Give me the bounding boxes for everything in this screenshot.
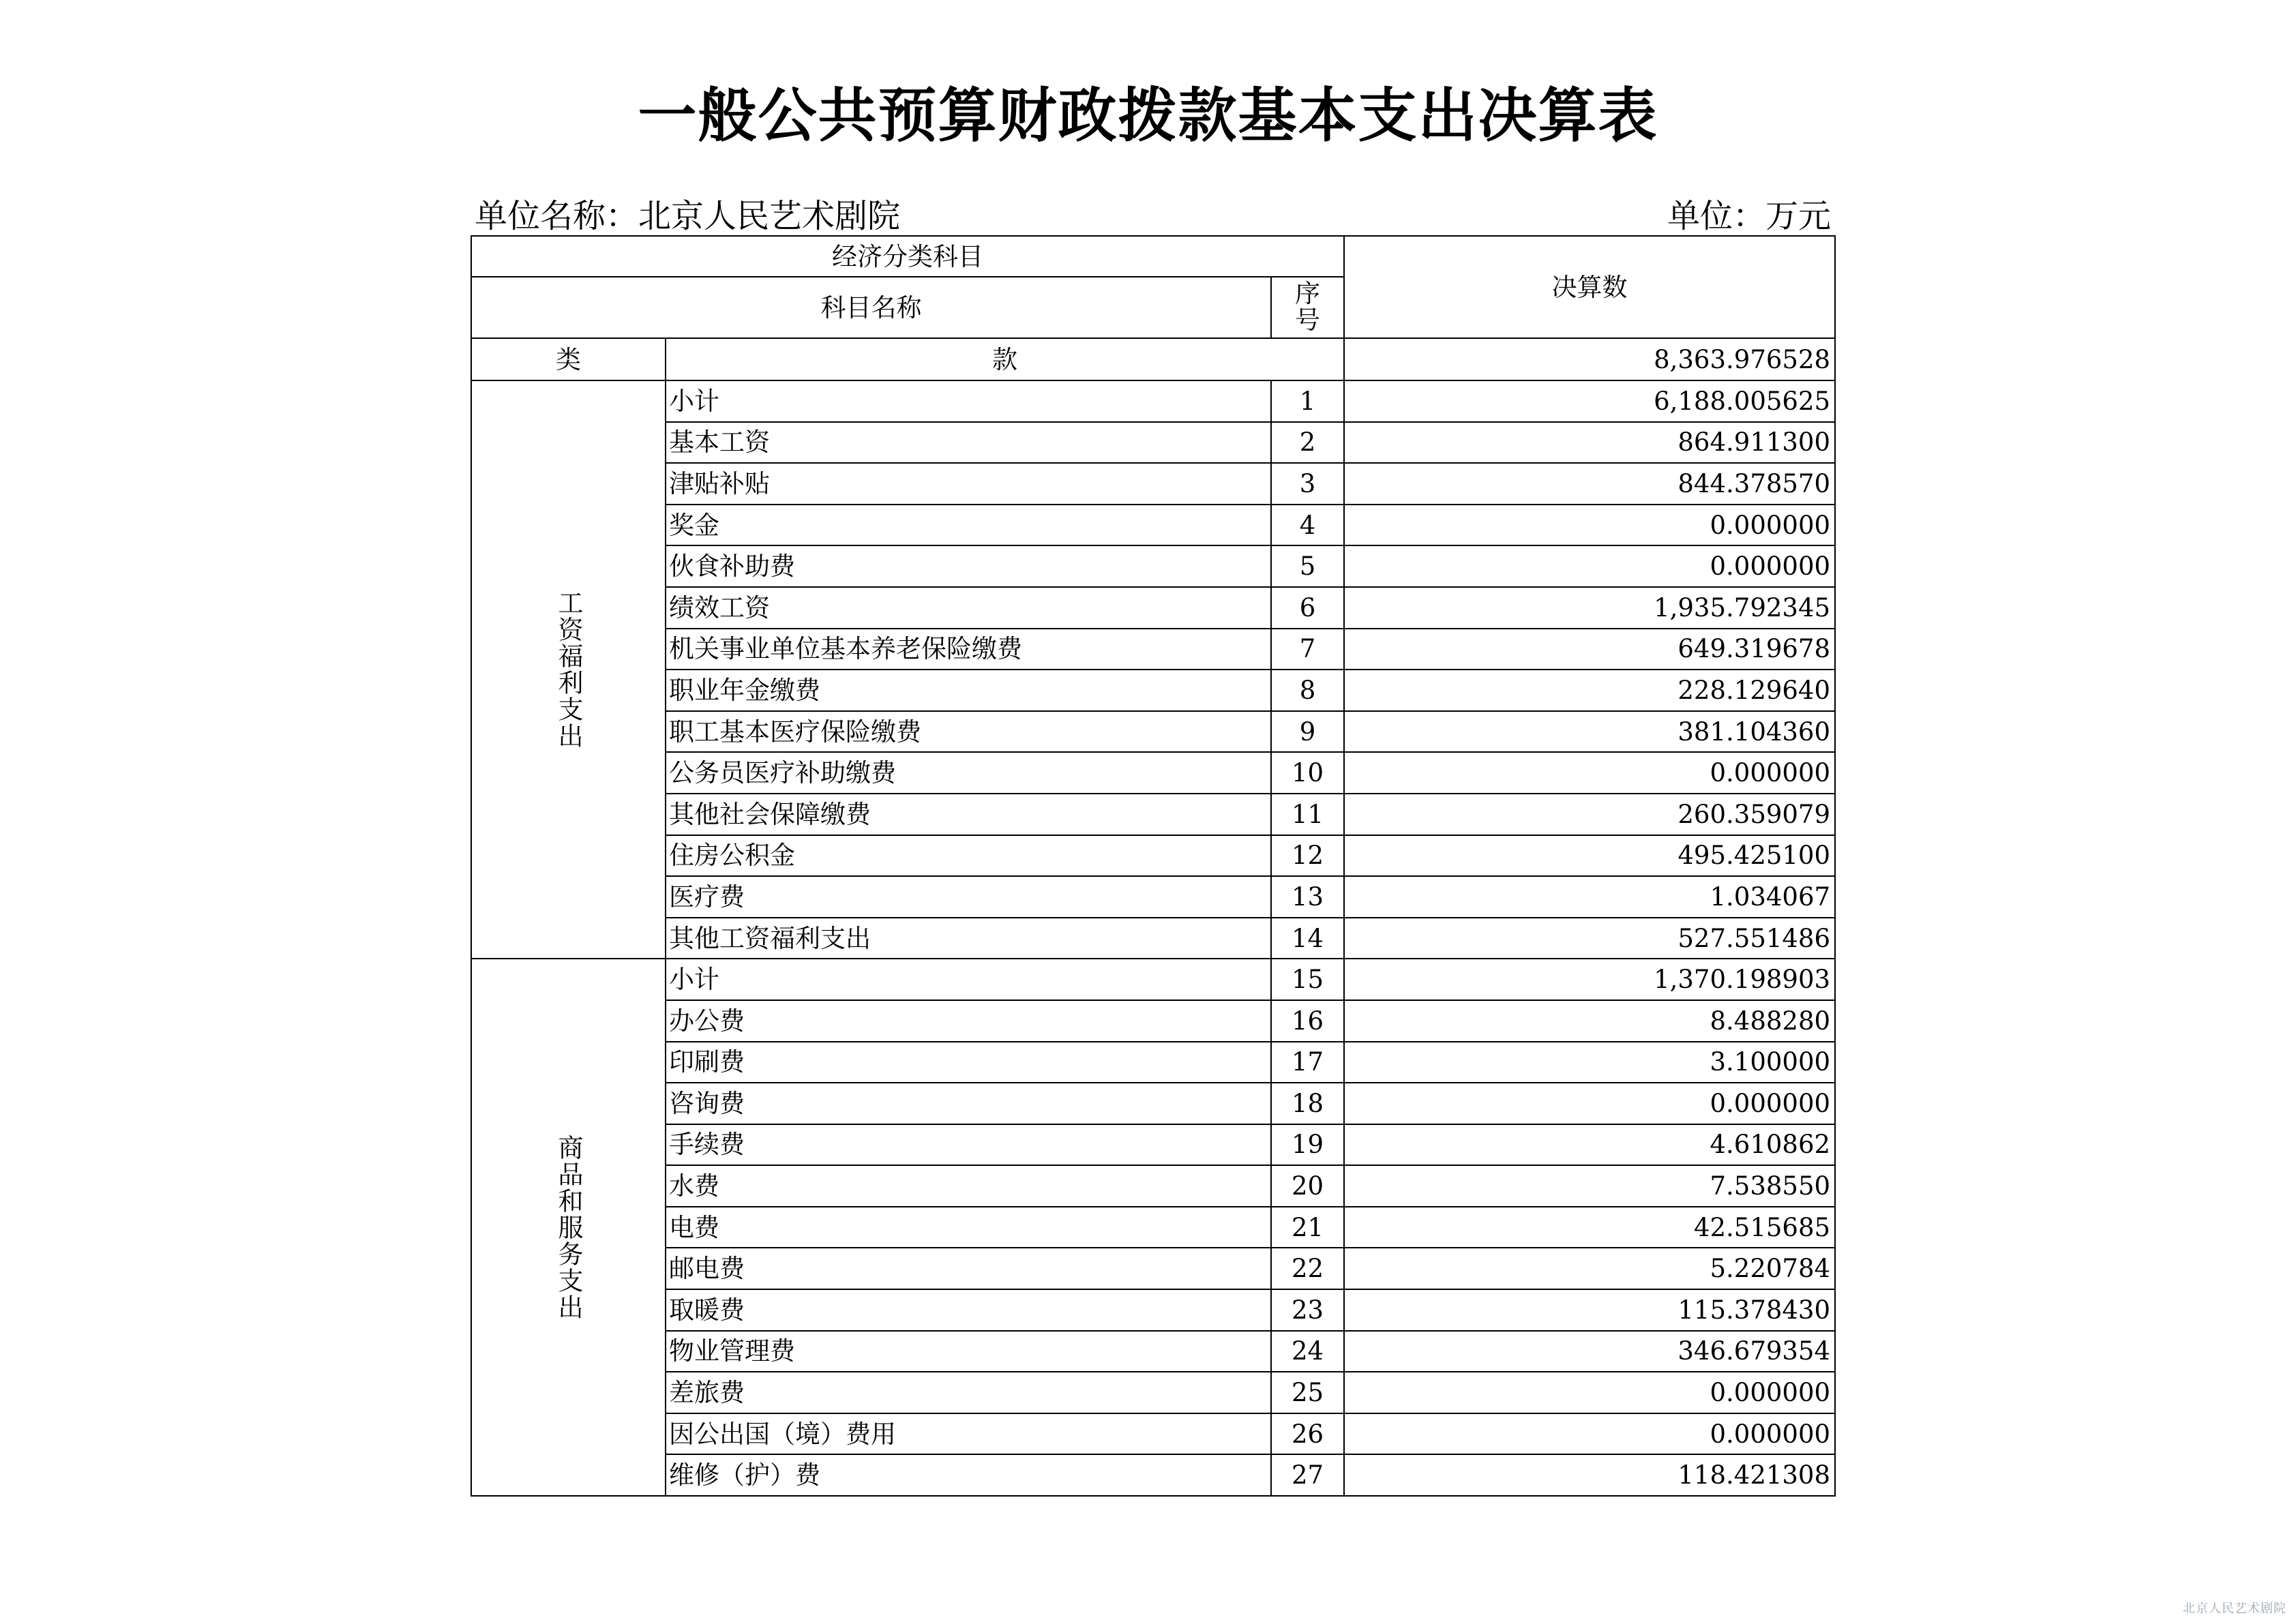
amount-cell: 0.000000	[1344, 545, 1835, 587]
seq-cell: 18	[1271, 1083, 1344, 1124]
subject-name-cell: 绩效工资	[666, 587, 1271, 629]
seq-header	[1271, 277, 1344, 338]
table-row	[471, 463, 1835, 505]
seq-cell: 17	[1271, 1042, 1344, 1083]
table-row	[471, 1413, 1835, 1455]
amount-cell: 260.359079	[1344, 794, 1835, 835]
table-row	[471, 1165, 1835, 1207]
table-row	[471, 1207, 1835, 1248]
subject-name-cell: 小计	[666, 380, 1271, 422]
subject-name-cell: 邮电费	[666, 1248, 1271, 1289]
seq-cell: 8	[1271, 670, 1344, 711]
amount-header: 决算数	[1344, 236, 1835, 338]
seq-cell: 7	[1271, 629, 1344, 670]
table-row	[471, 835, 1835, 877]
subject-name-cell: 其他社会保障缴费	[666, 794, 1271, 835]
subject-name-cell: 小计	[666, 959, 1271, 1000]
seq-cell: 13	[1271, 876, 1344, 918]
amount-cell: 3.100000	[1344, 1042, 1835, 1083]
budget-table-body	[471, 236, 1835, 1496]
seq-cell: 12	[1271, 835, 1344, 877]
seq-cell: 20	[1271, 1165, 1344, 1207]
seq-cell: 25	[1271, 1372, 1344, 1413]
seq-cell: 21	[1271, 1207, 1344, 1248]
amount-cell: 346.679354	[1344, 1331, 1835, 1372]
subject-name-cell: 差旅费	[666, 1372, 1271, 1413]
seq-cell: 22	[1271, 1248, 1344, 1289]
seq-cell: 9	[1271, 711, 1344, 753]
watermark-text: 北京人民艺术剧院	[2183, 1602, 2286, 1616]
table-row	[471, 1248, 1835, 1289]
header-row-1	[471, 236, 1835, 277]
seq-cell: 15	[1271, 959, 1344, 1000]
category-cell: 工资福利支出	[471, 380, 666, 959]
subject-name-cell: 水费	[666, 1165, 1271, 1207]
amount-cell: 0.000000	[1344, 1083, 1835, 1124]
seq-cell: 6	[1271, 587, 1344, 629]
subject-name-cell: 基本工资	[666, 422, 1271, 464]
amount-cell: 0.000000	[1344, 1372, 1835, 1413]
seq-cell: 10	[1271, 752, 1344, 794]
amount-cell: 115.378430	[1344, 1289, 1835, 1331]
subject-name-cell: 住房公积金	[666, 835, 1271, 877]
subject-name-cell: 电费	[666, 1207, 1271, 1248]
amount-cell: 495.425100	[1344, 835, 1835, 877]
seq-cell: 27	[1271, 1454, 1344, 1496]
table-row	[471, 1000, 1835, 1042]
amount-cell: 0.000000	[1344, 1413, 1835, 1455]
subject-name-cell: 职工基本医疗保险缴费	[666, 711, 1271, 753]
econ-class-header: 经济分类科目	[471, 236, 1344, 277]
subject-name-header: 科目名称	[471, 277, 1271, 338]
subject-name-cell: 因公出国（境）费用	[666, 1413, 1271, 1455]
seq-cell: 19	[1271, 1124, 1344, 1166]
subject-name-cell: 伙食补助费	[666, 545, 1271, 587]
amount-cell: 228.129640	[1344, 670, 1835, 711]
table-row	[471, 794, 1835, 835]
amount-cell: 8.488280	[1344, 1000, 1835, 1042]
table-row	[471, 422, 1835, 464]
amount-cell: 649.319678	[1344, 629, 1835, 670]
seq-cell: 3	[1271, 463, 1344, 505]
table-row	[471, 959, 1835, 1000]
subject-name-cell: 咨询费	[666, 1083, 1271, 1124]
table-row	[471, 380, 1835, 422]
table-row	[471, 1331, 1835, 1372]
page-title: 一般公共预算财政拨款基本支出决算表	[638, 82, 1658, 150]
table-row	[471, 918, 1835, 959]
category-cell: 商品和服务支出	[471, 959, 666, 1496]
amount-cell: 0.000000	[1344, 752, 1835, 794]
seq-cell: 16	[1271, 1000, 1344, 1042]
amount-cell: 527.551486	[1344, 918, 1835, 959]
table-row	[471, 587, 1835, 629]
amount-cell: 381.104360	[1344, 711, 1835, 753]
table-row	[471, 1042, 1835, 1083]
unit-label: 单位：万元	[1667, 197, 1831, 235]
amount-cell: 5.220784	[1344, 1248, 1835, 1289]
table-row	[471, 1124, 1835, 1166]
subject-name-cell: 手续费	[666, 1124, 1271, 1166]
table-row	[471, 1454, 1835, 1496]
subject-name-cell: 奖金	[666, 505, 1271, 546]
subject-name-cell: 取暖费	[666, 1289, 1271, 1331]
seq-cell: 11	[1271, 794, 1344, 835]
seq-cell: 23	[1271, 1289, 1344, 1331]
subject-name-cell: 医疗费	[666, 876, 1271, 918]
subject-name-cell: 印刷费	[666, 1042, 1271, 1083]
seq-cell: 24	[1271, 1331, 1344, 1372]
subject-name-cell: 机关事业单位基本养老保险缴费	[666, 629, 1271, 670]
total-value: 8,363.976528	[1344, 338, 1835, 380]
subject-name-cell: 津贴补贴	[666, 463, 1271, 505]
amount-cell: 864.911300	[1344, 422, 1835, 464]
table-row	[471, 876, 1835, 918]
table-row	[471, 670, 1835, 711]
amount-cell: 1.034067	[1344, 876, 1835, 918]
seq-cell: 4	[1271, 505, 1344, 546]
table-row	[471, 711, 1835, 753]
subject-name-cell: 其他工资福利支出	[666, 918, 1271, 959]
amount-cell: 844.378570	[1344, 463, 1835, 505]
subject-name-cell: 办公费	[666, 1000, 1271, 1042]
amount-cell: 118.421308	[1344, 1454, 1835, 1496]
table-row	[471, 1372, 1835, 1413]
amount-cell: 42.515685	[1344, 1207, 1835, 1248]
table-row	[471, 505, 1835, 546]
seq-header-text: 序号	[1295, 279, 1321, 335]
amount-cell: 0.000000	[1344, 505, 1835, 546]
amount-cell: 7.538550	[1344, 1165, 1835, 1207]
lei-header: 类	[471, 338, 666, 380]
seq-cell: 1	[1271, 380, 1344, 422]
amount-cell: 1,935.792345	[1344, 587, 1835, 629]
amount-cell: 1,370.198903	[1344, 959, 1835, 1000]
subject-name-cell: 物业管理费	[666, 1331, 1271, 1372]
table-row	[471, 545, 1835, 587]
subject-name-cell: 公务员医疗补助缴费	[666, 752, 1271, 794]
seq-cell: 5	[1271, 545, 1344, 587]
table-row	[471, 629, 1835, 670]
table-row	[471, 1289, 1835, 1331]
header-row-3	[471, 338, 1835, 380]
amount-cell: 6,188.005625	[1344, 380, 1835, 422]
subject-name-cell: 职业年金缴费	[666, 670, 1271, 711]
seq-cell: 14	[1271, 918, 1344, 959]
table-row	[471, 1083, 1835, 1124]
unit-name-label: 单位名称：北京人民艺术剧院	[475, 197, 901, 235]
budget-table	[471, 235, 1836, 1497]
seq-cell: 2	[1271, 422, 1344, 464]
kuan-header: 款	[666, 338, 1344, 380]
subject-name-cell: 维修（护）费	[666, 1454, 1271, 1496]
amount-cell: 4.610862	[1344, 1124, 1835, 1166]
seq-cell: 26	[1271, 1413, 1344, 1455]
table-row	[471, 752, 1835, 794]
